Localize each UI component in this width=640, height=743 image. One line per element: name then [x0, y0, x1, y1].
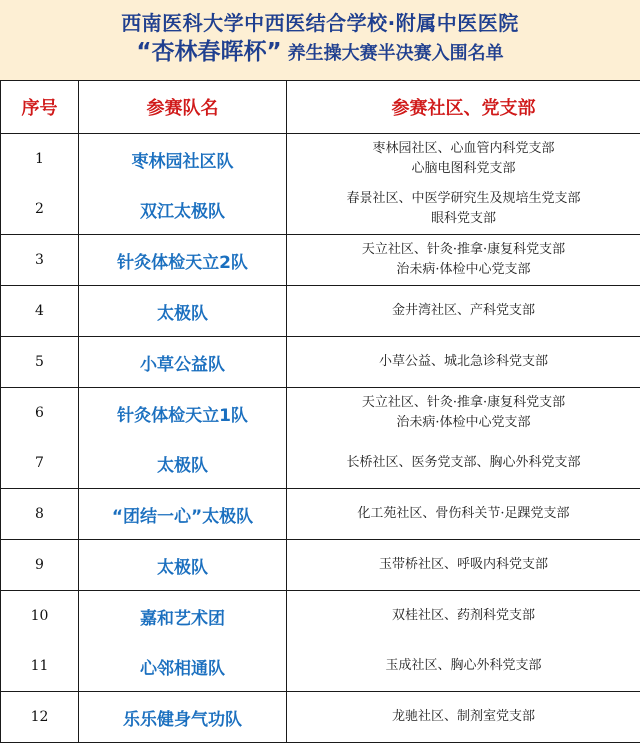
unit-cell	[287, 388, 640, 439]
page-subtitle	[136, 36, 503, 70]
row-index: 12	[1, 692, 79, 743]
column-header-team: 参赛队名	[79, 81, 287, 134]
team-name: 太极队	[79, 438, 287, 489]
team-name: 双江太极队	[79, 184, 287, 235]
team-name: “团结一心”太极队	[79, 489, 287, 540]
row-index: 8	[1, 489, 79, 540]
unit-line: 心脑电图科党支部	[287, 159, 640, 179]
unit-line: 金井湾社区、产科党支部	[287, 301, 640, 321]
unit-cell	[287, 692, 640, 743]
table-row	[1, 337, 640, 388]
team-name: 针灸体检天立1队	[79, 388, 287, 439]
unit-line: 治未病·体检中心党支部	[287, 413, 640, 433]
team-name: 太极队	[79, 286, 287, 337]
unit-line: 春景社区、中医学研究生及规培生党支部	[287, 189, 640, 209]
table-row	[1, 540, 640, 591]
unit-line: 龙驰社区、制剂室党支部	[287, 707, 640, 727]
unit-line: 治未病·体检中心党支部	[287, 260, 640, 280]
unit-cell	[287, 337, 640, 388]
row-index: 7	[1, 438, 79, 489]
row-index: 4	[1, 286, 79, 337]
unit-cell	[287, 641, 640, 692]
team-name: 太极队	[79, 540, 287, 591]
unit-cell	[287, 438, 640, 489]
title-banner	[0, 0, 640, 81]
table-row	[1, 235, 640, 286]
row-index: 3	[1, 235, 79, 286]
finalist-table	[0, 80, 640, 743]
table-row	[1, 184, 640, 235]
team-name: 针灸体检天立2队	[79, 235, 287, 286]
column-header-index: 序号	[1, 81, 79, 134]
unit-cell	[287, 286, 640, 337]
table-row	[1, 388, 640, 439]
unit-line: 眼科党支部	[287, 209, 640, 229]
table-row	[1, 286, 640, 337]
table-row	[1, 641, 640, 692]
subtitle-text: 养生操大赛半决赛入围名单	[288, 43, 504, 64]
unit-cell	[287, 134, 640, 185]
team-name: 心邻相通队	[79, 641, 287, 692]
table-header-row	[1, 81, 640, 134]
unit-cell	[287, 540, 640, 591]
unit-line: 天立社区、针灸·推拿·康复科党支部	[287, 393, 640, 413]
unit-cell	[287, 489, 640, 540]
unit-line: 双桂社区、药剂科党支部	[287, 606, 640, 626]
unit-cell	[287, 235, 640, 286]
row-index: 11	[1, 641, 79, 692]
row-index: 5	[1, 337, 79, 388]
team-name: 乐乐健身气功队	[79, 692, 287, 743]
row-index: 1	[1, 134, 79, 185]
team-name: 小草公益队	[79, 337, 287, 388]
unit-line: 化工苑社区、骨伤科关节·足踝党支部	[287, 504, 640, 524]
table-row	[1, 692, 640, 743]
unit-cell	[287, 591, 640, 642]
row-index: 2	[1, 184, 79, 235]
column-header-unit: 参赛社区、党支部	[287, 81, 640, 134]
team-name: 枣林园社区队	[79, 134, 287, 185]
table-row	[1, 134, 640, 185]
unit-line: 小草公益、城北急诊科党支部	[287, 352, 640, 372]
cup-name: “杏林春晖杯”	[136, 39, 281, 65]
table-row	[1, 438, 640, 489]
row-index: 6	[1, 388, 79, 439]
unit-line: 天立社区、针灸·推拿·康复科党支部	[287, 240, 640, 260]
unit-line: 玉成社区、胸心外科党支部	[287, 656, 640, 676]
table-row	[1, 591, 640, 642]
unit-line: 枣林园社区、心血管内科党支部	[287, 139, 640, 159]
unit-cell	[287, 184, 640, 235]
unit-line: 长桥社区、医务党支部、胸心外科党支部	[287, 453, 640, 473]
table-row	[1, 489, 640, 540]
team-name: 嘉和艺术团	[79, 591, 287, 642]
page-title: 西南医科大学中西医结合学校·附属中医医院	[121, 10, 519, 36]
unit-line: 玉带桥社区、呼吸内科党支部	[287, 555, 640, 575]
row-index: 10	[1, 591, 79, 642]
row-index: 9	[1, 540, 79, 591]
